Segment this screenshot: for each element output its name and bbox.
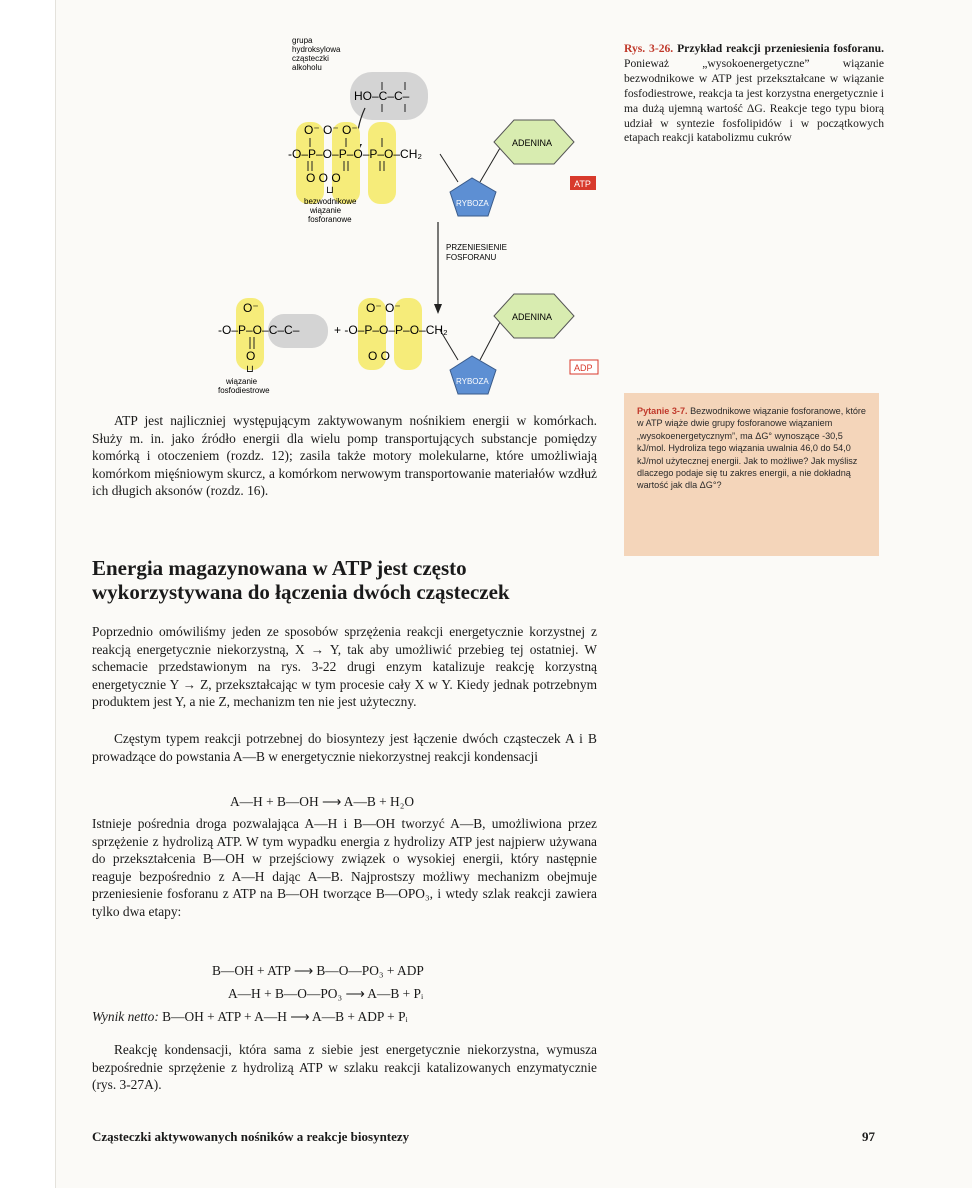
paragraph-atp-coupling: Istnieje pośrednia droga pozwalająca A—H i B—OH tworzyć A—B, umożliwiona przez sprzężenie z hydrolizą ATP. W tym wypadku energia z hydrolizy ATP jest najpierw używana do przekształcenia B—OH w przejściowy związek o wysokiej energii, który następnie reaguje bezpośrednio z A—H dając A—B. Najprostszy możliwy mechanizm obejmuje przeniesienie fosforanu z ATP na B—OH tworzące B—OPO₃, i wtedy szlak reakcji zawiera tylko dwa etapy: [92,816,597,919]
label-anhydride-2: wiązanie [310,206,342,215]
label-hydroxyl-group-2: hydroksylowa [292,45,341,54]
label-anhydride-1: bezwodnikowe [304,197,357,206]
net-equation: B—OH + ATP + A—H ⟶ A—B + ADP + Pᵢ [162,1009,408,1024]
adp-oxygens-top: O⁻ O⁻ [366,301,401,315]
label-phosphodiester-1: wiązanie [226,377,258,386]
label-transfer-2: FOSFORANU [446,253,497,262]
adenine-label-adp: ADENINA [512,312,553,322]
equation-step-1: B—OH + ATP ⟶ B—O—PO₃ + ADP [212,963,424,978]
question-label: Pytanie 3-7. [637,406,688,416]
product-formula: -O–P–O–C–C– [218,323,300,337]
product-oxygens: O⁻ [243,301,259,315]
label-transfer-1: PRZENIESIENIE [446,243,507,252]
atp-phosphate-oxygens-top: O⁻ O⁻ O⁻ [304,123,358,137]
ribose-label-atp: RYBOZA [456,199,489,208]
label-phosphodiester-2: fosfodiestrowe [218,386,270,395]
page-left-edge [0,0,56,1188]
caption-number: Rys. 3-26. [624,42,674,55]
bond-bracket-2: ⊔ [246,364,254,375]
equation-condensation: A—H + B—OH ⟶ A—B + H₂O [230,794,415,809]
caption-title: Przykład reakcji przeniesienia fosforanu. [677,42,884,55]
atp-phosphate-oxygens-bottom: O O O [306,171,341,185]
equation-net [92,1008,408,1025]
running-footer-title: Cząsteczki aktywowanych nośników a reakcje biosyntezy [92,1129,410,1144]
caption-text: Ponieważ „wysokoenergetyczne” wiązanie bezwodnikowe w ATP jest przekształcane w wiązanie fosfodiestrowe, reakcja ta jest korzystna energetycznie i ma dużą ujemną wartość ΔG. Reakcje tego typu biorą udział w syntezie fosfolipidów i w początkowych etapach reakcji katabolizmu cukrów [624,56,884,145]
ribose-label-adp: RYBOZA [456,377,489,386]
paragraph-conclusion: Reakcję kondensacji, która sama z siebie jest energetycznie niekorzystna, wymusza bezpośrednie sprzężenie z hydrolizą ATP w szlaku reakcji katalizowanych enzymatycznie (rys. 3-27A). [92,1042,597,1093]
adp-formula: + -O–P–O–P–O–CH₂ [334,323,448,337]
label-hydroxyl-group-3: cząsteczki [292,54,329,63]
ribose-shape-adp [450,356,496,394]
label-anhydride-3: fosforanowe [308,215,352,224]
phosphate-highlight-3 [368,122,396,204]
adp-tag-label: ADP [574,363,593,373]
atp-phosphate-chain: -O–P–O–P–O–P–O–CH₂ [288,147,423,161]
label-hydroxyl-group-4: alkoholu [292,63,322,72]
net-label: Wynik netto: [92,1009,159,1024]
question-box [624,393,879,556]
product-oxygen-bottom: O [246,349,256,363]
bond-bracket-1: ⊔ [326,185,334,196]
page-number: 97 [862,1129,875,1144]
paragraph-condensation: Częstym typem reakcji potrzebnej do biosyntezy jest łączenie dwóch cząsteczek A i B prowadzące do powstania A—B w energetycznie niekorzystnej reakcji kondensacji [92,731,597,764]
paragraph-atp-carrier: ATP jest najliczniej występującym zaktywowanym nośnikiem energii w komórkach. Służy m. in. jako źródło energii dla wielu pomp transportujących substancje pomiędzy komórką i otoczeniem (rozdz. 12); zasila także motory molekularne, które umożliwiają komórkom mięśniowym skurcz, a komórkom nerwowym transportowanie materiałów wzdłuż ich długich aksonów (rozdz. 16). [92,413,597,499]
adp-oxygens-bottom: O O [368,349,391,363]
paragraph-coupling: Poprzednio omówiliśmy jeden ze sposobów sprzężenia reakcji energetycznie korzystnej z reakcją energetycznie niekorzystną, X → Y, tak aby umożliwić przebieg tej ostatniej. W schemacie przedstawionym na rys. 3-22 drugi enzym katalizuje reakcję korzystną energetycznie Y → Z, przekształcając w tym procesie cały X w Y. Kiedy jednak potrzebnym produktem jest Y, a nie Z, mechanizm ten nie jest użyteczny. [92,624,597,710]
figure-caption [624,42,884,146]
section-heading: Energia magazynowana w ATP jest często wykorzystywana do łączenia dwóch cząsteczek [92,556,510,604]
alcohol-formula: HO–C–C– [354,89,410,103]
label-hydroxyl-group-1: grupa [292,36,313,45]
phosphate-transfer-figure [210,30,610,400]
ribose-shape-atp [450,178,496,216]
adenine-label-atp: ADENINA [512,138,553,148]
question-text: Bezwodnikowe wiązanie fosforanowe, które w ATP wiąże dwie grupy fosforanowe wiązaniem „wysokoenergetycznym”, ma ΔG° wynoszące -30,5 kJ/mol. Hydroliza tego wiązania uwalnia 46,0 do 54,0 kJ/mol użytecznej energii. Jak to możliwe? Jak myślisz dlaczego podaje się tu zakres energii, a nie dokładną wartość jak dla ΔG°? [637,406,866,491]
atp-tag-label: ATP [574,179,591,189]
equation-step-2: A—H + B—O—PO₃ ⟶ A—B + Pᵢ [228,986,424,1001]
